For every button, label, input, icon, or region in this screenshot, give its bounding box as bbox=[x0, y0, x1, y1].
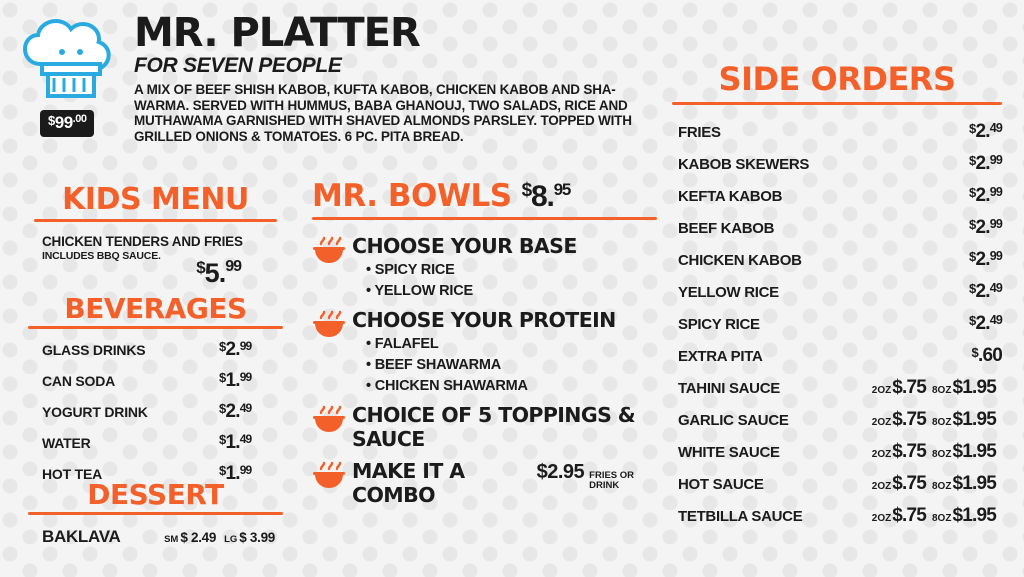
price-whole: 8. bbox=[531, 180, 554, 213]
currency-symbol: $ bbox=[971, 345, 978, 360]
sauce-size-2oz: 2OZ bbox=[871, 385, 892, 396]
sauce-name: WHITE SAUCE bbox=[678, 444, 780, 461]
price-cents: 99 bbox=[989, 153, 1002, 167]
currency-symbol: $ bbox=[219, 463, 226, 478]
beverages-title: BEVERAGES bbox=[64, 292, 247, 325]
platter-price-currency: $ bbox=[48, 113, 55, 128]
price-whole: 2. bbox=[225, 401, 240, 422]
side-name: SPICY RICE bbox=[678, 316, 760, 333]
beverage-price bbox=[219, 432, 283, 454]
sauce-size-8oz: 8OZ bbox=[932, 385, 952, 396]
table-row bbox=[672, 217, 1002, 239]
currency-symbol: $ bbox=[219, 339, 226, 354]
platter-description: A MIX OF BEEF SHISH KABOB, KUFTA KABOB, CHICKEN KABOB AND SHA-WARMA. SERVED WITH HUMMUS, BABA GHANOUJ, TWO SALADS, RICE AND MUTHAWAMA GARNISHED WITH SHAVED ALMONDS PARSLEY. TOPPED WITH GRILLED ONIONS & TOMATOES. 6 PC. PITA BREAD. bbox=[134, 82, 632, 144]
table-row bbox=[672, 313, 1002, 335]
side-price bbox=[940, 249, 1002, 271]
platter-price-cents: .00 bbox=[72, 113, 87, 125]
side-price bbox=[940, 345, 1002, 367]
platter-subtitle: FOR SEVEN PEOPLE bbox=[134, 54, 342, 77]
currency-symbol: $ bbox=[219, 370, 226, 385]
currency-symbol: $ bbox=[969, 313, 976, 328]
beverage-name: HOT TEA bbox=[42, 466, 103, 482]
price-whole: 2. bbox=[975, 121, 990, 142]
list-item bbox=[28, 401, 283, 423]
side-name: FRIES bbox=[678, 124, 721, 141]
bowls-protein-option: • BEEF SHAWARMA bbox=[366, 357, 657, 373]
side-price bbox=[940, 217, 1002, 239]
sauce-name: TAHINI SAUCE bbox=[678, 380, 780, 397]
dessert-price-large: $ 3.99 bbox=[239, 530, 275, 545]
table-row bbox=[672, 409, 1002, 431]
bowls-step-combo bbox=[312, 459, 657, 511]
beverage-price bbox=[219, 339, 283, 361]
sauce-size-2oz: 2OZ bbox=[871, 481, 892, 492]
kids-menu-title: KIDS MENU bbox=[62, 182, 249, 217]
currency-symbol: $ bbox=[219, 401, 226, 416]
price-whole: 2. bbox=[975, 185, 990, 206]
dessert-section bbox=[28, 478, 283, 547]
sauce-size-8oz: 8OZ bbox=[932, 449, 952, 460]
currency-symbol: $ bbox=[969, 153, 976, 168]
platter-price-whole: 99 bbox=[54, 113, 73, 132]
bowls-step-protein-heading: CHOOSE YOUR PROTEIN bbox=[352, 308, 616, 332]
price-cents: 49 bbox=[239, 401, 252, 415]
bowls-protein-option: • CHICKEN SHAWARMA bbox=[366, 378, 657, 394]
bowls-combo-price: $2.95 bbox=[536, 461, 585, 483]
sauce-size-2oz: 2OZ bbox=[871, 449, 892, 460]
bowls-combo-note: FRIES OR DRINK bbox=[589, 470, 635, 491]
list-item bbox=[28, 339, 283, 361]
price-whole: 2. bbox=[975, 217, 990, 238]
table-row bbox=[672, 185, 1002, 207]
price-whole: 2. bbox=[225, 339, 240, 360]
beverage-price bbox=[219, 401, 283, 423]
price-whole: 1. bbox=[225, 370, 240, 391]
side-name: EXTRA PITA bbox=[678, 348, 763, 365]
sauce-size-2oz: 2OZ bbox=[871, 417, 892, 428]
table-row bbox=[672, 505, 1002, 527]
beverages-divider bbox=[28, 326, 283, 329]
sauce-price-2oz: $.75 bbox=[892, 377, 926, 398]
mr-bowls-price bbox=[522, 180, 571, 214]
kids-menu-item: CHICKEN TENDERS AND FRIES bbox=[42, 234, 243, 249]
bowls-step-protein bbox=[312, 308, 657, 399]
sauce-price-8oz: $1.95 bbox=[952, 441, 996, 462]
side-orders-divider bbox=[672, 102, 1002, 105]
price-whole: 2. bbox=[975, 153, 990, 174]
list-item bbox=[28, 432, 283, 454]
sauce-price-2oz: $.75 bbox=[892, 441, 926, 462]
hot-bowl-icon bbox=[312, 403, 352, 440]
price-whole: 2. bbox=[975, 281, 990, 302]
price-cents: 49 bbox=[989, 281, 1002, 295]
side-price bbox=[940, 281, 1002, 303]
beverages-section bbox=[28, 292, 283, 494]
mr-bowls-title: MR. BOWLS bbox=[312, 178, 512, 214]
sauce-price-8oz: $1.95 bbox=[952, 377, 996, 398]
side-price bbox=[940, 185, 1002, 207]
bowls-protein-option: • FALAFEL bbox=[366, 336, 657, 352]
price-cents: 99 bbox=[989, 217, 1002, 231]
mr-bowls-divider bbox=[312, 217, 657, 220]
hot-bowl-icon bbox=[312, 308, 352, 345]
sauce-name: TETBILLA SAUCE bbox=[678, 508, 803, 525]
kids-price-cents: 99 bbox=[225, 258, 241, 275]
price-cents: 99 bbox=[239, 339, 252, 353]
currency-symbol: $ bbox=[969, 281, 976, 296]
price-whole: 1. bbox=[225, 432, 240, 453]
kids-price-whole: 5. bbox=[204, 258, 226, 288]
bowls-base-option: • YELLOW RICE bbox=[366, 283, 657, 299]
currency-symbol: $ bbox=[969, 249, 976, 264]
list-item bbox=[28, 370, 283, 392]
bowls-step-toppings-heading: CHOICE OF 5 TOPPINGS & SAUCE bbox=[352, 403, 636, 451]
kids-menu-item-note: INCLUDES BBQ SAUCE. bbox=[42, 250, 161, 262]
price-cents: 49 bbox=[989, 121, 1002, 135]
side-orders-title: SIDE ORDERS bbox=[718, 60, 956, 98]
dessert-price-small: $ 2.49 bbox=[180, 530, 217, 545]
table-row bbox=[672, 473, 1002, 495]
table-row bbox=[672, 249, 1002, 271]
table-row bbox=[672, 441, 1002, 463]
price-cents: 95 bbox=[553, 180, 571, 199]
bowls-step-toppings bbox=[312, 403, 657, 455]
side-name: KEFTA KABOB bbox=[678, 188, 783, 205]
price-whole: 2. bbox=[975, 249, 990, 270]
dessert-title: DESSERT bbox=[87, 478, 224, 511]
table-row bbox=[672, 377, 1002, 399]
sauce-size-8oz: 8OZ bbox=[932, 417, 952, 428]
dessert-size-large: LG bbox=[224, 534, 238, 545]
sauce-price-8oz: $1.95 bbox=[952, 505, 996, 526]
sauce-name: HOT SAUCE bbox=[678, 476, 764, 493]
price-cents: 49 bbox=[239, 432, 252, 446]
sauce-price-8oz: $1.95 bbox=[952, 409, 996, 430]
beverage-name: CAN SODA bbox=[42, 373, 116, 389]
side-name: BEEF KABOB bbox=[678, 220, 775, 237]
price-whole: 1. bbox=[225, 463, 240, 484]
beverage-name: WATER bbox=[42, 435, 91, 451]
dessert-name: BAKLAVA bbox=[42, 527, 121, 546]
sauce-size-8oz: 8OZ bbox=[932, 513, 952, 524]
dessert-divider bbox=[28, 512, 283, 515]
bowls-base-option: • SPICY RICE bbox=[366, 262, 657, 278]
sauce-size-8oz: 8OZ bbox=[932, 481, 952, 492]
sauce-price-2oz: $.75 bbox=[892, 505, 926, 526]
side-price bbox=[940, 153, 1002, 175]
price-cents: 99 bbox=[989, 249, 1002, 263]
kids-price-currency: $ bbox=[196, 258, 205, 277]
currency-symbol: $ bbox=[521, 180, 531, 201]
mr-bowls-section bbox=[312, 178, 657, 515]
currency-symbol: $ bbox=[219, 432, 226, 447]
table-row bbox=[672, 345, 1002, 367]
beverage-name: YOGURT DRINK bbox=[42, 404, 148, 420]
price-cents: 49 bbox=[989, 313, 1002, 327]
side-name: KABOB SKEWERS bbox=[678, 156, 810, 173]
table-row bbox=[672, 153, 1002, 175]
price-cents: 99 bbox=[989, 185, 1002, 199]
kids-menu-price bbox=[28, 258, 283, 289]
side-price bbox=[940, 313, 1002, 335]
bowls-step-base-heading: CHOOSE YOUR BASE bbox=[352, 234, 577, 258]
price-whole: 2. bbox=[975, 313, 990, 334]
side-name: YELLOW RICE bbox=[678, 284, 779, 301]
page-title: MR. PLATTER bbox=[134, 10, 420, 56]
price-cents: 99 bbox=[239, 463, 252, 477]
beverage-name: GLASS DRINKS bbox=[42, 342, 146, 358]
table-row bbox=[672, 121, 1002, 143]
sauce-price-2oz: $.75 bbox=[892, 473, 926, 494]
kids-menu-section bbox=[28, 182, 283, 289]
sauce-price-2oz: $.75 bbox=[892, 409, 926, 430]
side-orders-section bbox=[672, 60, 1002, 537]
kids-menu-divider bbox=[34, 219, 277, 222]
price-whole: .60 bbox=[977, 345, 1002, 366]
hot-bowl-icon bbox=[312, 234, 352, 271]
price-cents: 99 bbox=[239, 370, 252, 384]
sauce-price-8oz: $1.95 bbox=[952, 473, 996, 494]
bowls-step-combo-heading: MAKE IT A COMBO bbox=[352, 459, 465, 507]
currency-symbol: $ bbox=[969, 185, 976, 200]
sauce-name: GARLIC SAUCE bbox=[678, 412, 789, 429]
list-item bbox=[28, 527, 283, 547]
currency-symbol: $ bbox=[969, 121, 976, 136]
dessert-size-small: SM bbox=[164, 534, 179, 545]
currency-symbol: $ bbox=[969, 217, 976, 232]
beverage-price bbox=[219, 370, 283, 392]
side-price bbox=[940, 121, 1002, 143]
platter-price-badge bbox=[40, 110, 94, 137]
hot-bowl-icon bbox=[312, 459, 352, 496]
table-row bbox=[672, 281, 1002, 303]
side-name: CHICKEN KABOB bbox=[678, 252, 802, 269]
bowls-step-base bbox=[312, 234, 657, 304]
sauce-size-2oz: 2OZ bbox=[871, 513, 892, 524]
